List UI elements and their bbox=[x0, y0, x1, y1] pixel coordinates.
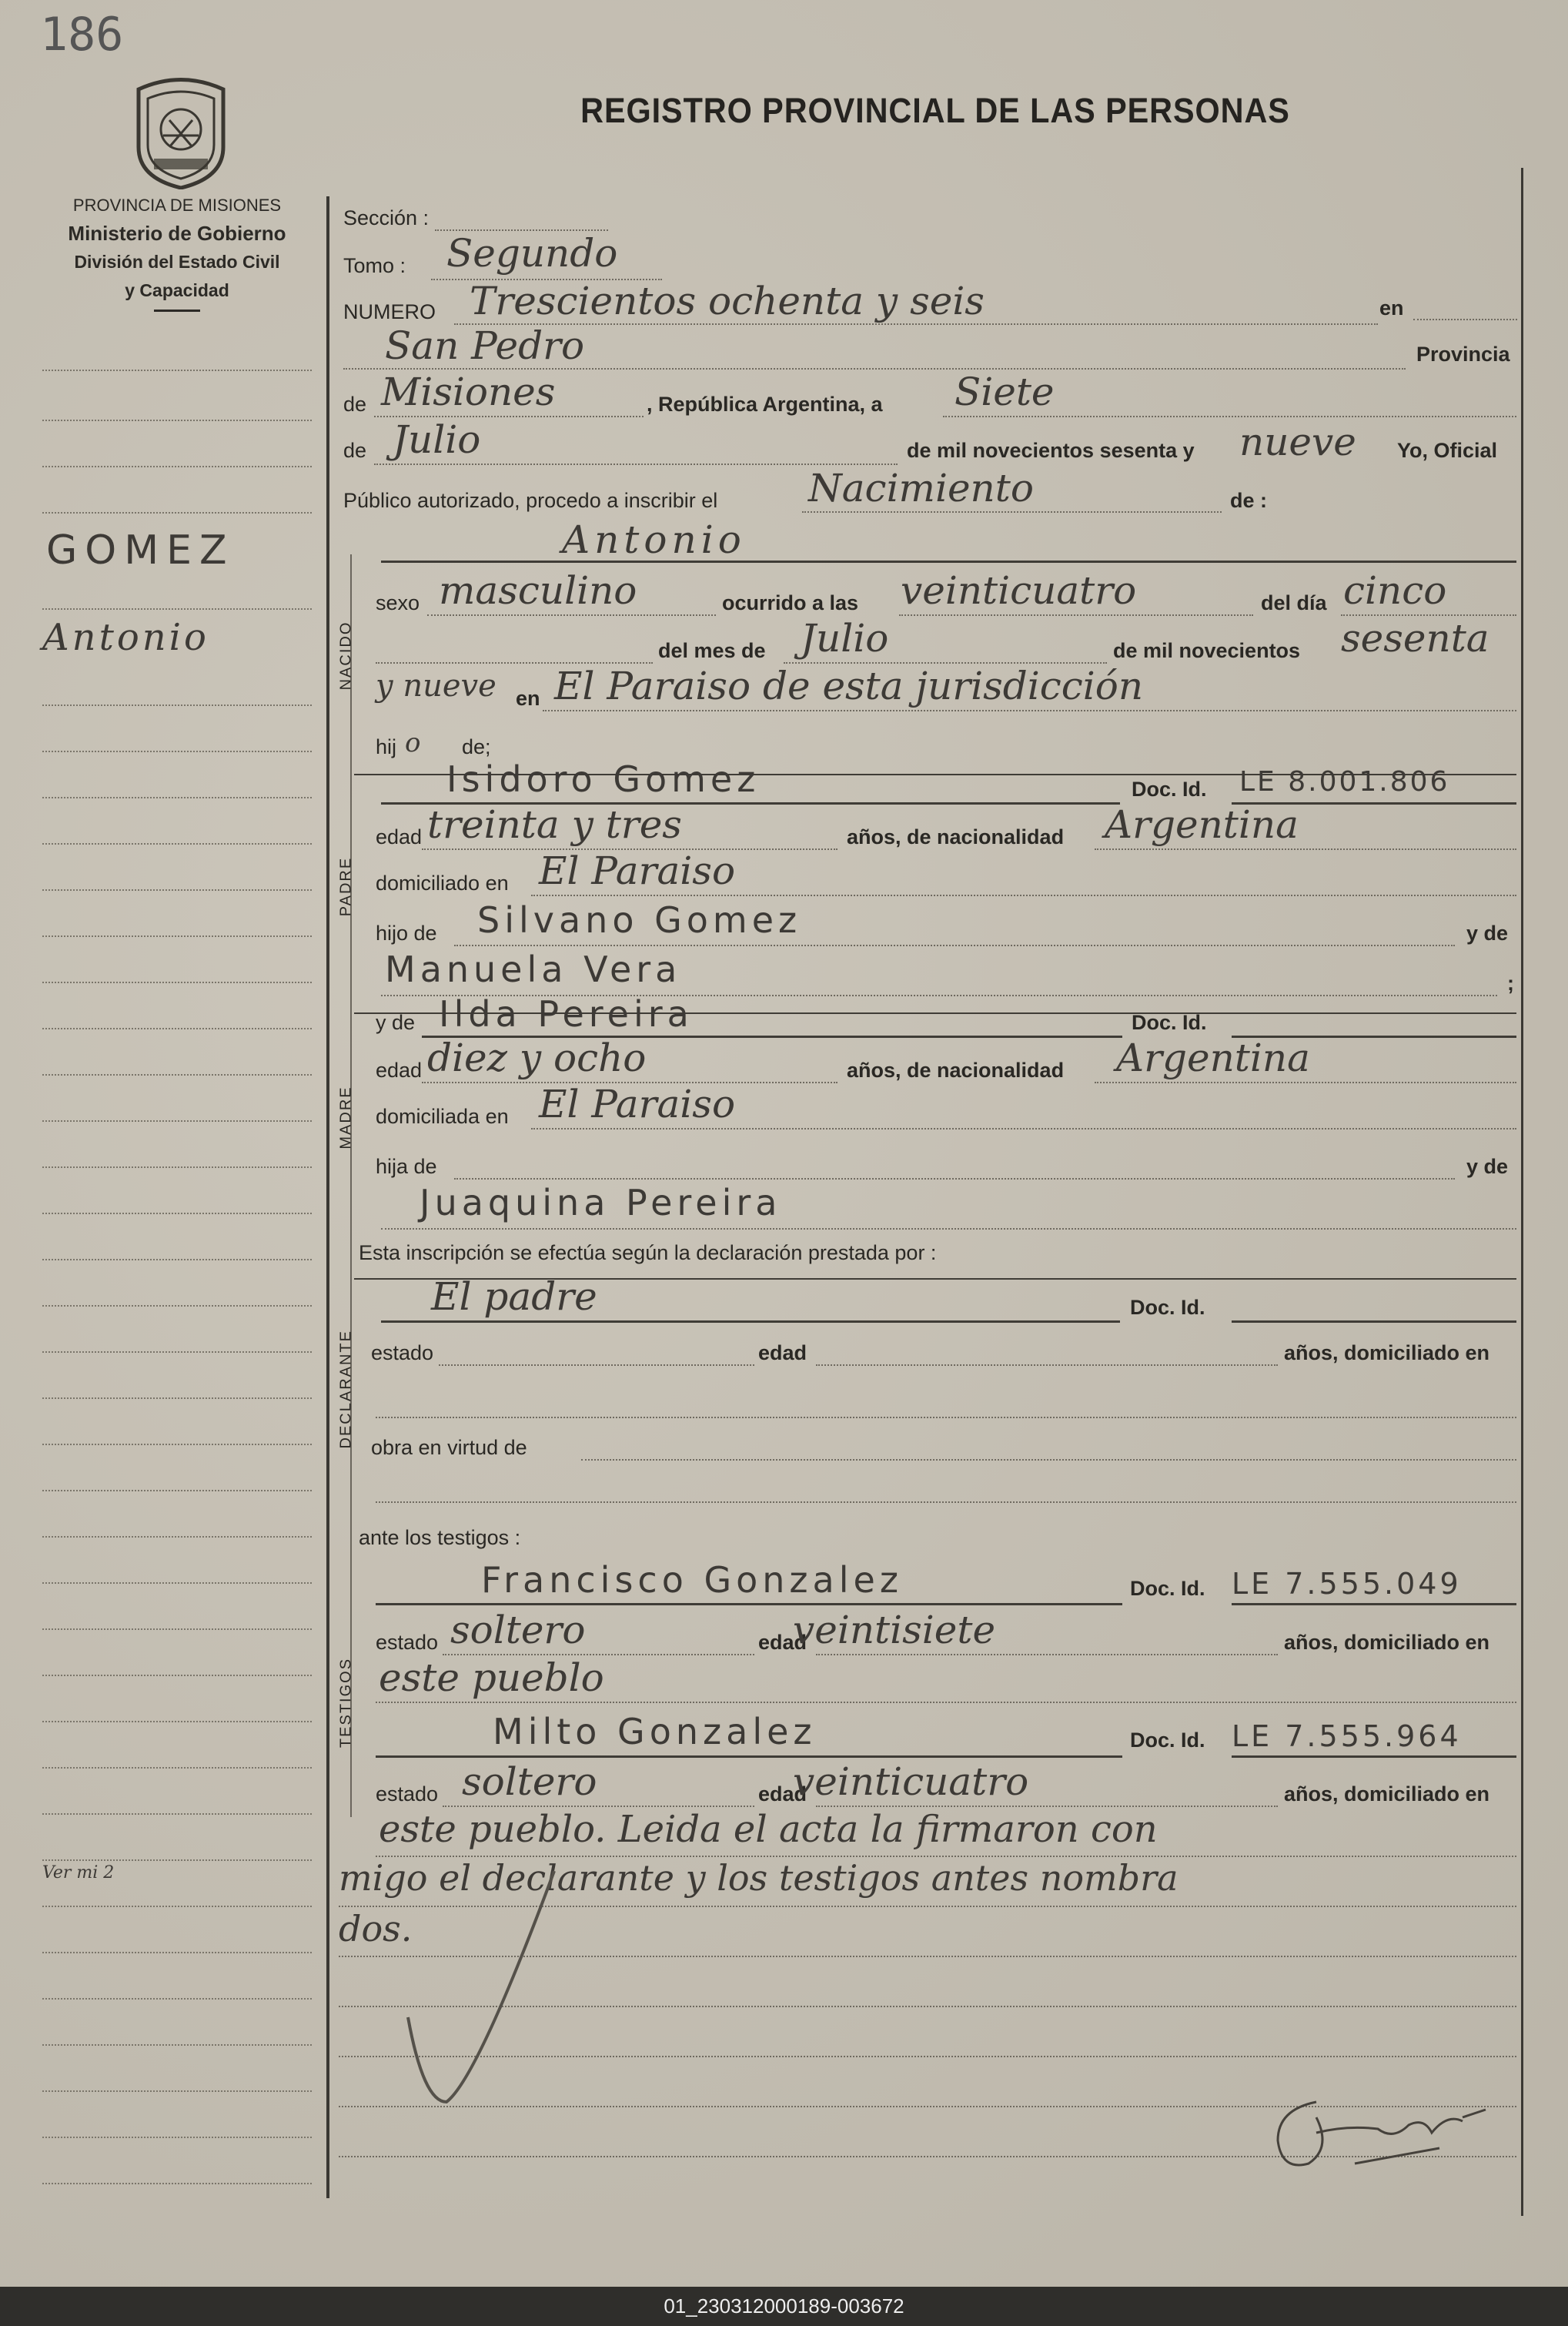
testigo2-edad-value: veinticuatro bbox=[793, 1759, 1029, 1804]
padre-nac-rule bbox=[1095, 848, 1516, 850]
nacido-section-label: NACIDO bbox=[337, 621, 355, 691]
testigo2-domicilio-value: este pueblo. Leida el acta la firmaron con bbox=[379, 1808, 1158, 1851]
anio-value: nueve bbox=[1239, 420, 1356, 464]
madre-y-de-label: y de bbox=[376, 1011, 416, 1034]
testigo1-domicilio-value: este pueblo bbox=[379, 1655, 604, 1700]
testigo1-doc-value: LE 7.555.049 bbox=[1232, 1567, 1462, 1601]
division-label-2: y Capacidad bbox=[125, 280, 229, 300]
yo-oficial-label: Yo, Oficial bbox=[1397, 439, 1498, 462]
cierre-line-1: migo el declarante y los testigos antes nombra bbox=[339, 1857, 1179, 1899]
margin-rule bbox=[42, 704, 312, 706]
testigo2-estado-rule bbox=[443, 1806, 754, 1807]
en-label: en bbox=[1379, 296, 1404, 320]
republica-label: , República Argentina, a bbox=[647, 393, 883, 416]
del-mes-label: del mes de bbox=[658, 639, 766, 662]
testigo2-doc-rule bbox=[1232, 1755, 1516, 1758]
testigo2-estado-label: estado bbox=[376, 1782, 439, 1806]
declarante-doc-rule bbox=[1232, 1320, 1516, 1323]
mes-nac-value: Julio bbox=[801, 616, 889, 661]
seccion-label: Sección : bbox=[343, 206, 430, 229]
testigo1-dom-rule bbox=[376, 1702, 1516, 1703]
margin-rule bbox=[42, 889, 312, 891]
obra-rule-2 bbox=[376, 1501, 1516, 1503]
provincial-seal-icon bbox=[131, 74, 231, 189]
padre-edad-label: edad bbox=[376, 825, 423, 848]
testigo1-nombre-value: Francisco Gonzalez bbox=[481, 1559, 903, 1601]
acto-value: Nacimiento bbox=[808, 466, 1034, 510]
lugar-nac-rule bbox=[543, 710, 1516, 711]
declarante-edad-label: edad bbox=[758, 1341, 807, 1364]
madre-dom-rule bbox=[531, 1128, 1516, 1130]
official-signature-icon bbox=[1262, 2087, 1493, 2187]
padre-nacionalidad-label: años, de nacionalidad bbox=[847, 825, 1065, 848]
anio-nac-2-value: y nueve bbox=[376, 668, 496, 704]
testigo2-doc-label: Doc. Id. bbox=[1130, 1729, 1205, 1752]
dia-value: Siete bbox=[955, 370, 1055, 414]
testigo1-anos-label: años, domiciliado en bbox=[1284, 1631, 1490, 1654]
margin-rule bbox=[42, 2090, 312, 2092]
margin-rule bbox=[42, 466, 312, 467]
page-number: 186 bbox=[40, 8, 124, 62]
declarante-anos-label: años, domiciliado en bbox=[1284, 1341, 1490, 1364]
margin-rule bbox=[42, 982, 312, 983]
hora-value: veinticuatro bbox=[901, 568, 1137, 613]
divider bbox=[154, 310, 200, 312]
margin-rule bbox=[42, 843, 312, 845]
margin-rule bbox=[42, 2044, 312, 2046]
en-rule bbox=[1413, 319, 1517, 320]
margin-rule bbox=[42, 1444, 312, 1445]
numero-rule bbox=[454, 323, 1378, 325]
margin-rule bbox=[42, 1952, 312, 1953]
margin-rule bbox=[42, 1536, 312, 1538]
margin-rule bbox=[42, 1906, 312, 1907]
margin-rule bbox=[42, 751, 312, 752]
testigo2-estado-value: soltero bbox=[462, 1759, 597, 1804]
madre-y-de-2-label: y de bbox=[1466, 1155, 1509, 1178]
margin-rule bbox=[42, 1397, 312, 1399]
margin-rule bbox=[42, 1120, 312, 1122]
numero-value: Trescientos ochenta y seis bbox=[470, 279, 985, 323]
padre-madre-value: Manuela Vera bbox=[385, 949, 682, 990]
de-colon-label: de : bbox=[1230, 489, 1268, 512]
madre-nacionalidad-label: años, de nacionalidad bbox=[847, 1059, 1065, 1082]
margin-rule bbox=[42, 1675, 312, 1676]
padre-y-de-label: y de bbox=[1466, 922, 1509, 945]
margin-note: Ver mi 2 bbox=[42, 1863, 115, 1883]
publico-label: Público autorizado, procedo a inscribir el bbox=[343, 489, 718, 512]
semicolon: ; bbox=[1507, 972, 1514, 995]
madre-madre-value: Juaquina Pereira bbox=[420, 1182, 782, 1223]
testigo2-edad-rule bbox=[816, 1806, 1278, 1807]
testigo2-anos-label: años, domiciliado en bbox=[1284, 1782, 1490, 1806]
hij-suffix: o bbox=[405, 728, 421, 758]
anio-nac-value: sesenta bbox=[1341, 616, 1489, 661]
testigo1-estado-value: soltero bbox=[450, 1608, 586, 1652]
margin-rule bbox=[42, 1998, 312, 2000]
declarante-estado-label: estado bbox=[371, 1341, 434, 1364]
padre-doc-label: Doc. Id. bbox=[1132, 778, 1207, 801]
sexo-label: sexo bbox=[376, 591, 420, 614]
padre-nombre-value: Isidoro Gomez bbox=[446, 758, 761, 800]
madre-nac-rule bbox=[1095, 1082, 1516, 1083]
ministry-block bbox=[23, 191, 331, 312]
margin-rule bbox=[42, 608, 312, 610]
section-line bbox=[350, 554, 352, 1817]
declarante-name-rule bbox=[381, 1320, 1120, 1323]
margin-rule bbox=[42, 1166, 312, 1168]
margin-surname: GOMEZ bbox=[46, 527, 235, 574]
declarante-section-label: DECLARANTE bbox=[337, 1330, 355, 1449]
testigo1-estado-label: estado bbox=[376, 1631, 439, 1654]
padre-hijo-de-label: hijo de bbox=[376, 922, 437, 945]
madre-padre-rule bbox=[454, 1178, 1455, 1180]
testigos-section-label: TESTIGOS bbox=[337, 1657, 355, 1749]
check-stroke-icon bbox=[385, 1863, 570, 2117]
testigo1-name-rule bbox=[376, 1603, 1122, 1605]
margin-rule bbox=[42, 420, 312, 421]
frame-right-line bbox=[1521, 168, 1523, 2216]
testigo1-doc-rule bbox=[1232, 1603, 1516, 1605]
ante-testigos-label: ante los testigos : bbox=[359, 1526, 521, 1549]
declarante-dom-rule bbox=[376, 1417, 1516, 1418]
lugar-value: San Pedro bbox=[385, 323, 585, 368]
margin-rule bbox=[42, 1028, 312, 1029]
madre-madre-rule bbox=[381, 1228, 1516, 1230]
madre-edad-value: diez y ocho bbox=[427, 1036, 647, 1080]
sexo-rule bbox=[427, 614, 716, 616]
margin-rule bbox=[42, 1213, 312, 1214]
madre-hija-de-label: hija de bbox=[376, 1155, 437, 1178]
margin-rule bbox=[42, 370, 312, 371]
padre-padre-rule bbox=[454, 945, 1455, 946]
mes-rule bbox=[374, 464, 898, 465]
madre-domicilio-label: domiciliada en bbox=[376, 1105, 509, 1128]
padre-padre-value: Silvano Gomez bbox=[477, 899, 802, 941]
madre-nacionalidad-value: Argentina bbox=[1116, 1036, 1310, 1080]
margin-rule bbox=[42, 1767, 312, 1769]
margin-rule bbox=[42, 1813, 312, 1815]
margin-rule bbox=[42, 1074, 312, 1076]
margin-rule bbox=[42, 2137, 312, 2138]
nombre-value: Antonio bbox=[562, 517, 746, 562]
testigo1-edad-label: edad bbox=[758, 1631, 807, 1654]
padre-doc-value: LE 8.001.806 bbox=[1239, 766, 1450, 798]
division-label: División del Estado Civil bbox=[74, 252, 280, 272]
frame-left-line bbox=[326, 196, 329, 2198]
margin-rule bbox=[42, 512, 312, 514]
declarante-value: El padre bbox=[431, 1274, 597, 1319]
testigo2-name-rule bbox=[376, 1755, 1122, 1758]
margin-rule bbox=[42, 1859, 312, 1861]
madre-domicilio-value: El Paraiso bbox=[539, 1082, 736, 1126]
margin-rule bbox=[42, 1259, 312, 1260]
madre-doc-label: Doc. Id. bbox=[1132, 1011, 1207, 1034]
lugar-nac-value: El Paraiso de esta jurisdicción bbox=[554, 664, 1144, 708]
margin-rule bbox=[42, 1305, 312, 1307]
ministry-label: Ministerio de Gobierno bbox=[68, 222, 286, 245]
dia-nac-value: cinco bbox=[1343, 568, 1447, 613]
sexo-value: masculino bbox=[439, 568, 637, 613]
de-label: de bbox=[343, 393, 367, 416]
padre-section-label: PADRE bbox=[337, 856, 355, 917]
tomo-label: Tomo : bbox=[343, 254, 406, 277]
madre-section-label: MADRE bbox=[337, 1086, 355, 1150]
de-mil-label: de mil novecientos sesenta y bbox=[907, 439, 1195, 462]
testigo2-edad-label: edad bbox=[758, 1782, 807, 1806]
margin-rule bbox=[42, 797, 312, 798]
provincia-value: Misiones bbox=[381, 370, 556, 414]
tomo-value: Segundo bbox=[446, 231, 618, 276]
cierre-line-2: dos. bbox=[339, 1908, 413, 1949]
provincia-label: Provincia bbox=[1416, 343, 1510, 366]
testigo2-nombre-value: Milto Gonzalez bbox=[493, 1711, 817, 1752]
de-semicolon-label: de; bbox=[462, 735, 491, 758]
acto-rule bbox=[802, 511, 1222, 513]
margin-rule bbox=[42, 1582, 312, 1584]
padre-dom-rule bbox=[531, 895, 1516, 896]
declarante-estado-rule bbox=[439, 1364, 754, 1366]
madre-edad-label: edad bbox=[376, 1059, 423, 1082]
page-title: REGISTRO PROVINCIAL DE LAS PERSONAS bbox=[580, 91, 1290, 130]
de-mil-2-label: de mil novecientos bbox=[1113, 639, 1301, 662]
testigo1-edad-value: veintisiete bbox=[793, 1608, 996, 1652]
testigo1-edad-rule bbox=[816, 1654, 1278, 1655]
padre-domicilio-label: domiciliado en bbox=[376, 872, 509, 895]
en-label-2: en bbox=[516, 687, 540, 710]
margin-rule bbox=[42, 1721, 312, 1722]
section-divider bbox=[381, 561, 1516, 563]
obra-rule bbox=[581, 1459, 1516, 1461]
padre-edad-value: treinta y tres bbox=[427, 802, 682, 847]
hora-rule bbox=[899, 614, 1253, 616]
del-dia-label: del día bbox=[1261, 591, 1327, 614]
declarante-doc-label: Doc. Id. bbox=[1130, 1296, 1205, 1319]
esta-inscripcion-label: Esta inscripción se efectúa según la declaración prestada por : bbox=[359, 1241, 937, 1264]
obra-label: obra en virtud de bbox=[371, 1436, 527, 1459]
numero-label: NUMERO bbox=[343, 300, 436, 323]
province-label: PROVINCIA DE MISIONES bbox=[72, 196, 282, 215]
margin-rule bbox=[42, 2183, 312, 2184]
margin-rule bbox=[42, 935, 312, 937]
padre-domicilio-value: El Paraiso bbox=[539, 848, 736, 893]
declarante-edad-rule bbox=[816, 1364, 1278, 1366]
ocurrido-label: ocurrido a las bbox=[722, 591, 859, 614]
de-label-2: de bbox=[343, 439, 367, 462]
dia-rule bbox=[943, 416, 1516, 417]
mes-value: Julio bbox=[393, 417, 481, 462]
margin-rule bbox=[42, 1628, 312, 1630]
testigo2-doc-value: LE 7.555.964 bbox=[1232, 1719, 1462, 1753]
padre-nacionalidad-value: Argentina bbox=[1105, 802, 1299, 847]
hij-label: hij bbox=[376, 735, 397, 758]
margin-rule bbox=[42, 1351, 312, 1353]
margin-name: Antonio bbox=[42, 616, 209, 659]
footer-filename: 01_230312000189-003672 bbox=[0, 2287, 1568, 2326]
testigo1-doc-label: Doc. Id. bbox=[1130, 1577, 1205, 1600]
margin-rule bbox=[42, 1490, 312, 1491]
madre-nombre-value: Ilda Pereira bbox=[439, 993, 694, 1035]
